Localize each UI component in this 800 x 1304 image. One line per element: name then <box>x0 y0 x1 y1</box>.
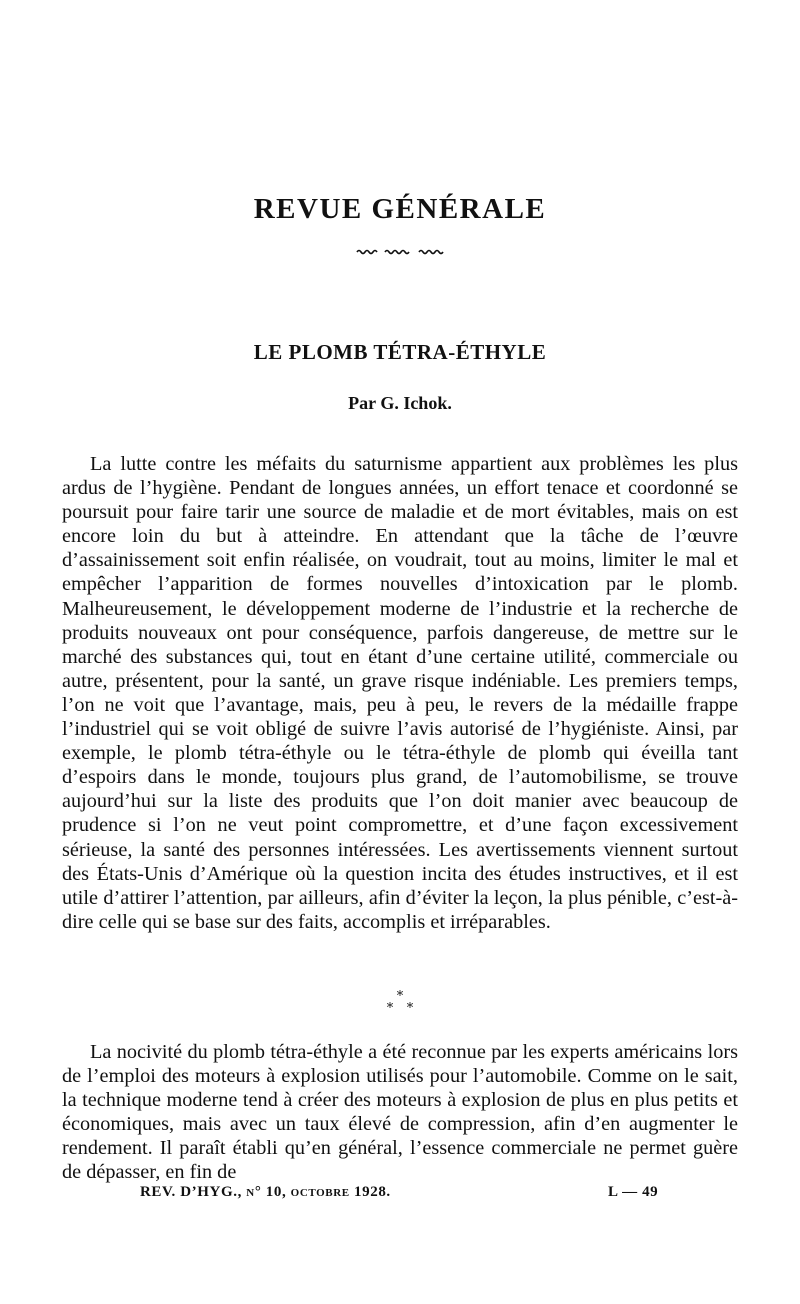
section-title: REVUE GÉNÉRALE <box>253 193 547 225</box>
page-number: L — 49 <box>608 1184 659 1200</box>
paragraph-2: La nocivité du plomb tétra-éthyle a été reconnue par les experts américains lors de l’emploi des moteurs à explosion utilisés pour l’automobile. Comme on le sait, la technique moderne tend à créer des moteurs à explosion de plus en plus petits et économiques, mais avec un taux élevé de compression, afin d’en augmenter le rendement. Il paraît établi qu’en général, l’essence commerciale ne permet guère de dépasser, en fin de <box>62 1041 738 1184</box>
article-title: LE PLOMB TÉTRA-ÉTHYLE <box>253 340 547 364</box>
journal-reference: REV. D’HYG., n° 10, octobre 1928. <box>140 1184 391 1200</box>
svg-text:*: * <box>406 1001 414 1016</box>
paragraph-1: La lutte contre les méfaits du saturnisme appartient aux problèmes les plus ardus de l’hygiène. Pendant de longues années, un effort tenace et coordonné se poursuit pour faire tarir une source de maladie et de mort évitables, mais on est encore loin du but à atteindre. En attendant que la tâche de l’œuvre d’assainissement soit enfin réalisée, on voudrait, tout au moins, limiter le mal et empêcher l’apparition de formes nouvelles d’intoxication par le plomb. Malheureusement, le développement moderne de l’industrie et la recherche de produits nouveaux ont pour conséquence, parfois dangereuse, de mettre sur le marché des substances qui, tout en étant d’une certaine utilité, commerciale ou autre, présentent, pour la santé, un grave risque indéniable. Les premiers temps, l’on ne voit que l’avantage, mais, peu à peu, le revers de la médaille frappe l’industriel qui se voit obligé de suivre l’avis autorisé de l’hygiéniste. Ainsi, par exemple, le plomb tétra-éthyle ou le tétra-éthyle de plomb qui éveilla tant d’espoirs dans le monde, toujours plus grand, de l’automobilisme, se trouve aujourd’hui sur la liste des produits que l’on doit manier avec beaucoup de prudence si l’on ne veut point compromettre, et d’une façon excessivement sérieuse, la santé des personnes intéressées. Les avertissements viennent surtout des États-Unis d’Amérique où la question incita des études instructives, et il est utile d’attirer l’attention, par ailleurs, afin d’éviter la leçon, la plus pénible, c’est-à-dire celle qui se base sur des faits, accomplis et irréparables. <box>62 453 738 933</box>
svg-text:*: * <box>396 990 404 1004</box>
svg-text:*: * <box>386 1001 394 1016</box>
asterism-icon <box>384 990 416 1016</box>
wavy-ornament-icon <box>355 247 445 257</box>
author-byline: Par G. Ichok. <box>348 393 452 413</box>
